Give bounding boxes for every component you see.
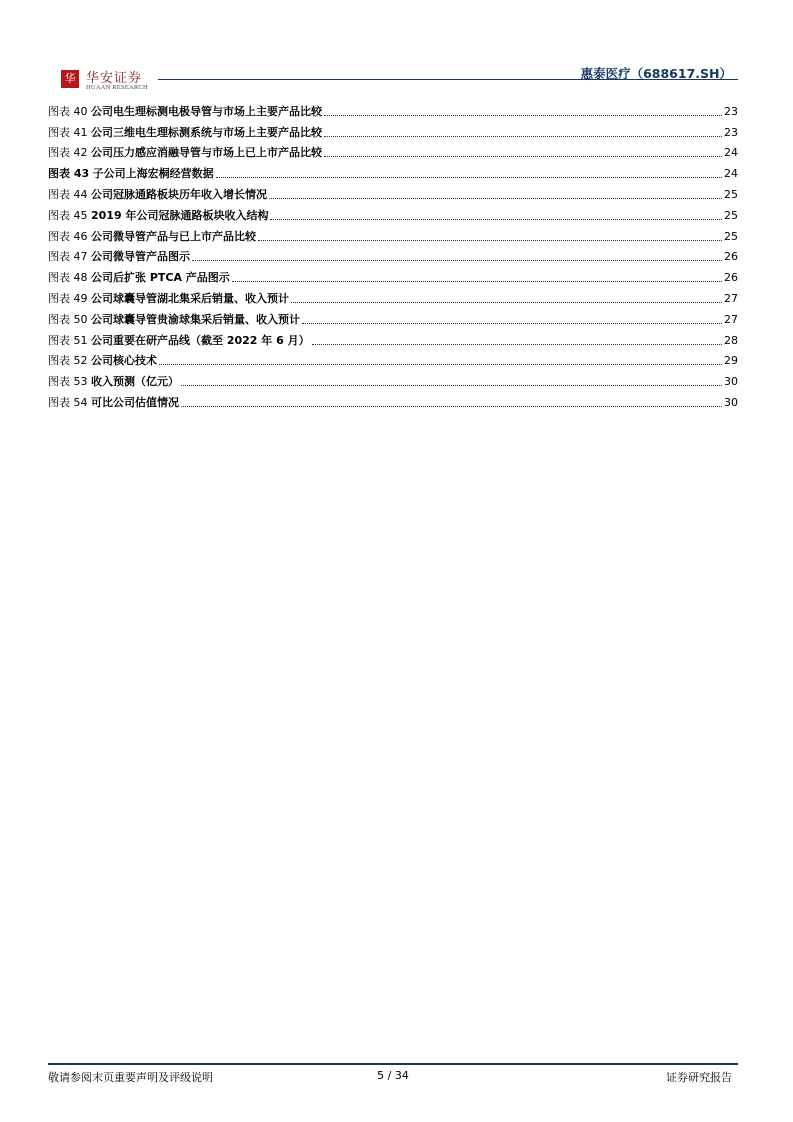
figure-title: 公司冠脉通路板块历年收入增长情况 bbox=[91, 187, 267, 201]
dot-leader bbox=[216, 176, 722, 178]
toc-entry[interactable] bbox=[48, 98, 738, 119]
toc-page-number: 25 bbox=[724, 208, 738, 222]
toc-entry[interactable] bbox=[48, 160, 738, 181]
toc-entry-label bbox=[48, 146, 322, 160]
figure-number: 图表 51 bbox=[48, 333, 88, 347]
figure-number: 图表 47 bbox=[48, 250, 88, 264]
toc-page-number: 27 bbox=[724, 312, 738, 326]
figure-number: 图表 49 bbox=[48, 291, 88, 305]
toc-page-number: 30 bbox=[724, 375, 738, 389]
figure-title: 2019 年公司冠脉通路板块收入结构 bbox=[91, 208, 269, 222]
toc-entry[interactable] bbox=[48, 285, 738, 306]
figure-number: 图表 52 bbox=[48, 354, 88, 368]
figure-number: 图表 42 bbox=[48, 146, 88, 160]
toc-entry-label bbox=[48, 292, 289, 306]
toc-entry[interactable] bbox=[48, 223, 738, 244]
footer-divider bbox=[48, 1063, 738, 1065]
toc-page-number: 23 bbox=[724, 125, 738, 139]
toc-entry[interactable] bbox=[48, 181, 738, 202]
dot-leader bbox=[181, 384, 722, 386]
figure-number: 图表 48 bbox=[48, 271, 88, 285]
company-logo-icon: 华 bbox=[61, 70, 79, 88]
toc-entry[interactable] bbox=[48, 306, 738, 327]
dot-leader bbox=[324, 155, 722, 157]
figure-title: 公司电生理标测电极导管与市场上主要产品比较 bbox=[91, 104, 322, 118]
toc-entry-label bbox=[48, 105, 322, 119]
toc-entry[interactable] bbox=[48, 327, 738, 348]
dot-leader bbox=[312, 343, 722, 345]
dot-leader bbox=[324, 114, 722, 116]
dot-leader bbox=[232, 280, 722, 282]
dot-leader bbox=[159, 363, 722, 365]
toc-entry-label bbox=[48, 230, 256, 244]
toc-page-number: 28 bbox=[724, 333, 738, 347]
toc-entry[interactable] bbox=[48, 264, 738, 285]
dot-leader bbox=[269, 197, 722, 199]
toc-page-number: 29 bbox=[724, 354, 738, 368]
figure-title: 公司核心技术 bbox=[91, 354, 157, 368]
toc-page-number: 24 bbox=[724, 146, 738, 160]
dot-leader bbox=[324, 135, 722, 137]
toc-page-number: 30 bbox=[724, 395, 738, 409]
toc-entry-label bbox=[48, 396, 179, 410]
toc-page-number: 25 bbox=[724, 187, 738, 201]
logo-chinese-name: 华安证券 bbox=[86, 71, 143, 86]
figure-number: 图表 44 bbox=[48, 187, 88, 201]
toc-entry[interactable] bbox=[48, 202, 738, 223]
figure-number: 图表 54 bbox=[48, 395, 88, 409]
figure-title: 公司球囊导管湖北集采后销量、收入预计 bbox=[91, 291, 289, 305]
toc-page-number: 24 bbox=[724, 167, 738, 181]
figure-number: 图表 50 bbox=[48, 312, 88, 326]
figure-title: 子公司上海宏桐经营数据 bbox=[92, 167, 214, 181]
report-title: 惠泰医疗（688617.SH） bbox=[580, 66, 732, 81]
toc-entry[interactable] bbox=[48, 140, 738, 161]
page-number: 5 / 34 bbox=[377, 1069, 409, 1082]
toc-page-number: 26 bbox=[724, 271, 738, 285]
logo-english-name: HUAAN RESEARCH bbox=[86, 84, 148, 91]
figure-title: 公司球囊导管贵渝球集采后销量、收入预计 bbox=[91, 312, 300, 326]
toc-entry-label bbox=[48, 250, 190, 264]
figure-title: 公司后扩张 PTCA 产品图示 bbox=[91, 271, 230, 285]
figure-list bbox=[48, 98, 738, 410]
toc-entry[interactable] bbox=[48, 368, 738, 389]
toc-entry-label bbox=[48, 209, 268, 223]
toc-entry-label bbox=[48, 167, 214, 181]
dot-leader bbox=[302, 322, 722, 324]
toc-entry-label bbox=[48, 271, 230, 285]
figure-title: 公司重要在研产品线（截至 2022 年 6 月） bbox=[91, 333, 310, 347]
toc-page-number: 26 bbox=[724, 250, 738, 264]
dot-leader bbox=[291, 301, 722, 303]
toc-entry[interactable] bbox=[48, 119, 738, 140]
figure-title: 公司微导管产品与已上市产品比较 bbox=[91, 229, 256, 243]
toc-entry-label bbox=[48, 375, 179, 389]
toc-entry-label bbox=[48, 334, 310, 348]
toc-entry-label bbox=[48, 126, 322, 140]
toc-page-number: 23 bbox=[724, 104, 738, 118]
figure-number: 图表 40 bbox=[48, 104, 88, 118]
figure-title: 公司微导管产品图示 bbox=[91, 250, 190, 264]
figure-number: 图表 41 bbox=[48, 125, 88, 139]
figure-title: 公司三维电生理标测系统与市场上主要产品比较 bbox=[91, 125, 322, 139]
toc-entry[interactable] bbox=[48, 244, 738, 265]
figure-title: 可比公司估值情况 bbox=[91, 395, 179, 409]
toc-entry-label bbox=[48, 188, 267, 202]
toc-entry[interactable] bbox=[48, 389, 738, 410]
figure-title: 公司压力感应消融导管与市场上已上市产品比较 bbox=[91, 146, 322, 160]
toc-page-number: 25 bbox=[724, 229, 738, 243]
page-header bbox=[48, 62, 738, 94]
figure-number: 图表 53 bbox=[48, 375, 88, 389]
dot-leader bbox=[192, 259, 722, 261]
toc-page-number: 27 bbox=[724, 291, 738, 305]
report-type: 证券研究报告 bbox=[666, 1071, 732, 1084]
figure-title: 收入预测（亿元） bbox=[91, 375, 179, 389]
figure-number: 图表 43 bbox=[48, 167, 90, 181]
toc-entry-label bbox=[48, 313, 300, 327]
dot-leader bbox=[258, 239, 722, 241]
figure-number: 图表 46 bbox=[48, 229, 88, 243]
toc-entry-label bbox=[48, 354, 157, 368]
dot-leader bbox=[181, 405, 722, 407]
dot-leader bbox=[270, 218, 722, 220]
disclaimer-note: 敬请参阅末页重要声明及评级说明 bbox=[48, 1071, 213, 1084]
figure-number: 图表 45 bbox=[48, 208, 88, 222]
toc-entry[interactable] bbox=[48, 348, 738, 369]
